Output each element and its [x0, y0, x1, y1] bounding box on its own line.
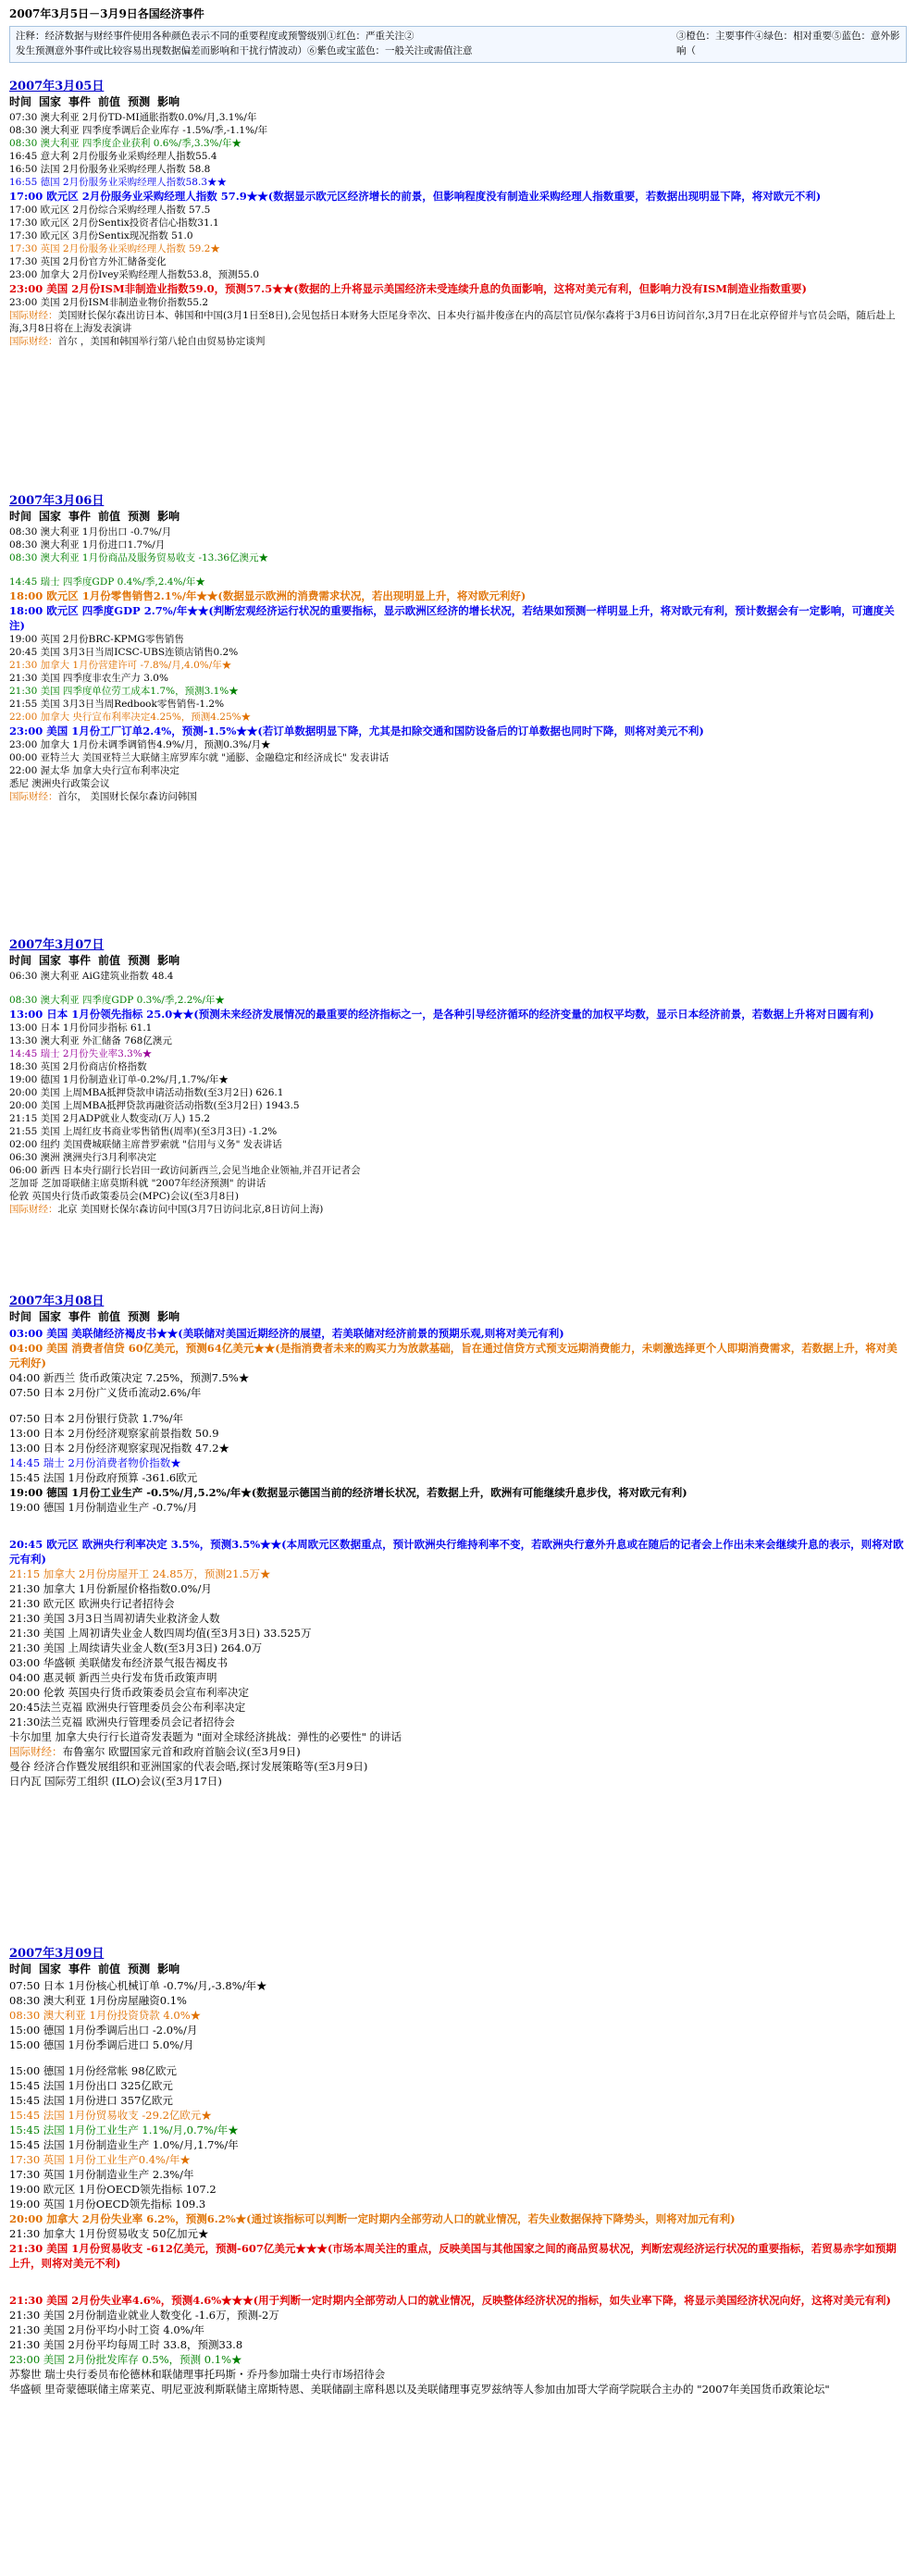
column-header-cell: 前值 — [98, 510, 121, 523]
event-row: 08:30 澳大利亚 1月份出口 -0.7%/月 — [9, 526, 172, 538]
event-row: 17:30 欧元区 2月份Sentix投资者信心指数31.1 — [9, 217, 219, 229]
column-header-cell: 前值 — [98, 1310, 121, 1323]
column-header-cell: 事件 — [68, 95, 92, 108]
section-date: 2007年3月09日 — [9, 1947, 105, 1961]
event-row: 15:00 德国 1月份季调后出口 -2.0%/月 — [9, 2024, 198, 2037]
event-row: 17:30 英国 2月份官方外汇储备变化 — [9, 256, 167, 267]
event-row: 07:50 日本 1月份核心机械订单 -0.7%/月,-3.8%/年★ — [9, 1979, 267, 1992]
event-row: 20:45 欧元区 欧洲央行利率决定 3.5%，预测3.5%★★(本周欧元区数据重点，预计欧洲央行维持利率不变，若欧洲央行意外升息或在随后的记者会上作出未来会继续升息的表示，则将对欧元有利) — [9, 1538, 904, 1566]
event-row: 13:00 日本 2月份经济观察家前景指数 50.9 — [9, 1427, 219, 1440]
event-row: 03:00 美国 美联储经济褐皮书★★(美联储对美国近期经济的展望，若美联储对经济前景的预期乐观,则将对美元有利) — [9, 1327, 564, 1340]
event-row: 23:00 加拿大 1月份未调季调销售4.9%/月，预测0.3%/月★ — [9, 739, 271, 750]
event-row: 17:00 欧元区 2月份服务业采购经理人指数 57.9★★(数据显示欧元区经济增长的前景，但影响程度没有制造业采购经理人指数重要，若数据出现明显下降，将对欧元不利) — [9, 190, 822, 203]
event-row: 19:00 德国 1月份制造业生产 -0.7%/月 — [9, 1501, 198, 1514]
event-row: 21:30 美国 2月份失业率4.6%，预测4.6%★★★(用于判断一定时期内全部劳动人口的就业情况，反映整体经济状况的指标，如失业率下降，将显示美国经济状况向好，这将对美元有利) — [9, 2294, 892, 2307]
event-row: 08:30 澳大利亚 四季度GDP 0.3%/季,2.2%/年★ — [9, 995, 225, 1006]
intl-finance-label: 国际财经： — [9, 1204, 58, 1215]
event-row: 19:00 德国 1月份制造业订单-0.2%/月,1.7%/年★ — [9, 1074, 229, 1085]
event-row — [9, 309, 907, 335]
event-row: 03:00 华盛顿 美联储发布经济景气报告褐皮书 — [9, 1656, 228, 1669]
event-row: 16:50 法国 2月份服务业采购经理人指数 58.8 — [9, 164, 211, 175]
event-row: 23:00 美国 2月份ISM非制造业指数59.0，预测57.5★★(数据的上升将显示美国经济未受连续升息的负面影响，这将对美元有利，但影响力没有ISM制造业指数重要) — [9, 282, 807, 295]
event-row: 00:00 亚特兰大 美国亚特兰大联储主席罗库尔就 "通膨、金融稳定和经济成长" 发表讲话 — [9, 752, 390, 763]
notes-line-1: 注释：经济数据与财经事件使用各种颜色表示不同的重要程度或预警级别①红色：严重关注② — [16, 31, 415, 42]
event-row: 19:00 英国 1月份OECD领先指标 109.3 — [9, 2198, 206, 2211]
column-header-cell: 国家 — [39, 1310, 62, 1323]
event-row: 14:45 瑞士 2月份消费者物价指数★ — [9, 1456, 181, 1469]
column-header-cell: 影响 — [157, 954, 180, 967]
event-row: 芝加哥 芝加哥联储主席莫斯科就 "2007年经济预测" 的讲话 — [9, 1178, 266, 1189]
column-header-cell: 时间 — [9, 954, 32, 967]
column-header-cell: 时间 — [9, 1310, 32, 1323]
event-row: 08:30 澳大利亚 1月份进口1.7%/月 — [9, 539, 166, 551]
event-row: 21:30 美国 1月份贸易收支 -612亿美元，预测-607亿美元★★★(市场本周关注的重点，反映美国与其他国家之间的商品贸易状况，判断宏观经济运行状况的重要指标，若贸易赤字如预期上升，则将对美元不利) — [9, 2242, 897, 2270]
event-row: 04:00 惠灵顿 新西兰央行发布货币政策声明 — [9, 1671, 217, 1684]
event-row: 14:45 瑞士 四季度GDP 0.4%/季,2.4%/年★ — [9, 576, 205, 588]
column-header-cell: 前值 — [98, 95, 121, 108]
day-section — [9, 490, 907, 803]
event-text: 北京 美国财长保尔森访问中国(3月7日访问北京,8日访问上海) — [57, 1204, 324, 1215]
column-header — [9, 93, 907, 109]
event-row: 悉尼 澳洲央行政策会议 — [9, 778, 110, 789]
column-header-cell: 事件 — [68, 1310, 92, 1323]
row-gap — [9, 1515, 907, 1526]
event-row: 13:00 日本 1月份同步指标 61.1 — [9, 1022, 153, 1034]
row-gap — [9, 2282, 907, 2293]
column-header-cell: 预测 — [128, 954, 151, 967]
event-row: 13:00 日本 1月份领先指标 25.0★★(预测未来经济发展情况的最重要的经济指标之一，是各种引导经济循环的经济变量的加权平均数，显示日本经济前景，若数据上升将对日圆有利) — [9, 1008, 874, 1021]
event-row: 伦敦 英国央行货币政策委员会(MPC)会议(至3月8日) — [9, 1191, 239, 1202]
column-header — [9, 1961, 907, 1976]
event-row: 15:45 法国 1月份进口 357亿欧元 — [9, 2094, 173, 2107]
column-header-cell: 事件 — [68, 1963, 92, 1975]
event-row: 21:30 加拿大 1月份新屋价格指数0.0%/月 — [9, 1582, 212, 1595]
event-row: 04:00 美国 消费者信贷 60亿美元，预测64亿美元★★(是指消费者未来的购买力为放款基础，旨在通过信贷方式预支远期消费能力，未刺激选择更个人即期消费需求，若数据上升，将对美元利好) — [9, 1342, 897, 1369]
day-section — [9, 1291, 907, 1789]
notes-line-2: 发生预测意外事件或比较容易出现数据偏差而影响和干扰行情波动）⑥紫色或宝蓝色：一般关注或需值注意 — [16, 45, 473, 56]
event-row: 14:45 瑞士 2月份失业率3.3%★ — [9, 1048, 153, 1059]
column-header-cell: 影响 — [157, 510, 180, 523]
event-row: 17:30 欧元区 3月份Sentix现况指数 51.0 — [9, 230, 193, 242]
event-row: 苏黎世 瑞士央行委员布伦德林和联储理事托玛斯・乔丹参加瑞士央行市场招待会 — [9, 2368, 386, 2381]
event-row: 07:50 日本 2月份广义货币流动2.6%/年 — [9, 1386, 202, 1399]
legend-notes — [9, 26, 907, 63]
event-row — [9, 1203, 907, 1216]
event-row: 15:45 法国 1月份制造业生产 1.0%/月,1.7%/年 — [9, 2138, 239, 2151]
event-row: 06:30 澳大利亚 AiG建筑业指数 48.4 — [9, 971, 174, 982]
column-header-cell: 前值 — [98, 954, 121, 967]
event-text: 布鲁塞尔 欧盟国家元首和政府首脑会议(至3月9日) — [62, 1745, 301, 1758]
column-header-cell: 时间 — [9, 510, 32, 523]
event-row: 21:30 欧元区 欧洲央行记者招待会 — [9, 1597, 175, 1610]
event-row: 18:00 欧元区 四季度GDP 2.7%/年★★(判断宏观经济运行状况的重要指标，显示欧洲区经济的增长状况，若结果如预测一样明显上升，将对欧元有利，预计数据会有一定影响，可適度关注) — [9, 604, 895, 632]
event-row: 17:30 英国 1月份工业生产0.4%/年★ — [9, 2153, 191, 2166]
event-row: 13:00 日本 2月份经济观察家现况指数 47.2★ — [9, 1442, 230, 1455]
event-row: 15:45 法国 1月份出口 325亿欧元 — [9, 2079, 173, 2092]
event-row: 曼谷 经济合作暨发展组织和亚洲国家的代表会晤,探讨发展策略等(至3月9日) — [9, 1760, 368, 1773]
event-row: 21:30 美国 上周初请失业金人数四周均值(至3月3日) 33.525万 — [9, 1627, 312, 1640]
intl-finance-label: 国际财经： — [9, 791, 58, 802]
event-row: 08:30 澳大利亚 1月份商品及服务贸易收支 -13.36亿澳元★ — [9, 552, 269, 564]
event-row: 06:30 澳洲 澳洲央行3月利率决定 — [9, 1152, 157, 1163]
page-title: 2007年3月5日－3月9日各国经济事件 — [9, 7, 204, 20]
event-row: 19:00 欧元区 1月份OECD领先指标 107.2 — [9, 2183, 217, 2196]
column-header-cell: 国家 — [39, 954, 62, 967]
event-row: 17:30 英国 1月份制造业生产 2.3%/年 — [9, 2168, 194, 2181]
column-header-cell: 影响 — [157, 1310, 180, 1323]
event-row: 21:30 美国 上周续请失业金人数(至3月3日) 264.0万 — [9, 1641, 263, 1654]
intl-finance-label: 国际财经： — [9, 336, 58, 347]
event-text: 首尔 ，美国和韩国举行第八轮自由贸易协定谈判 — [57, 336, 266, 347]
event-row: 日内瓦 国际劳工组织 (ILO)会议(至3月17日) — [9, 1775, 222, 1788]
section-date: 2007年3月05日 — [9, 80, 105, 93]
event-row: 04:00 新西兰 货币政策决定 7.25%，预测7.5%★ — [9, 1371, 250, 1384]
event-row: 20:00 伦敦 英国央行货币政策委员会宣布利率决定 — [9, 1686, 249, 1699]
event-row: 21:30 美国 3月3日当周初请失业救济金人数 — [9, 1612, 220, 1625]
event-row: 21:30 美国 2月份制造业就业人数变化 -1.6万，预测-2万 — [9, 2309, 279, 2322]
section-date: 2007年3月08日 — [9, 1294, 105, 1308]
event-row — [9, 790, 907, 803]
event-row: 15:00 德国 1月份经常帐 98亿欧元 — [9, 2064, 178, 2077]
notes-right: ③橙色：主要事件④绿色：相对重要⑤蓝色：意外影响（ — [676, 31, 900, 56]
event-row: 23:00 美国 2月份批发库存 0.5%，预测 0.1%★ — [9, 2353, 242, 2366]
column-header-cell: 预测 — [128, 1310, 151, 1323]
event-row: 19:00 德国 1月份工业生产 -0.5%/月,5.2%/年★(数据显示德国当前的经济增长状况，若数据上升，欧洲有可能继续升息步伐，将对欧元有利) — [9, 1486, 687, 1499]
event-row: 20:45 美国 3月3日当周ICSC-UBS连锁店销售0.2% — [9, 647, 239, 658]
event-row: 19:00 英国 2月份BRC-KPMG零售销售 — [9, 634, 184, 645]
event-row — [9, 1744, 907, 1759]
event-row: 20:00 美国 上周MBA抵押贷款再融资活动指数(至3月2日) 1943.5 — [9, 1100, 300, 1111]
column-header-cell: 影响 — [157, 1963, 180, 1975]
column-header-cell: 前值 — [98, 1963, 121, 1975]
event-row: 15:45 法国 1月份贸易收支 -29.2亿欧元★ — [9, 2109, 212, 2122]
event-row: 15:00 德国 1月份季调后进口 5.0%/月 — [9, 2038, 194, 2051]
event-row: 华盛顿 里奇蒙德联储主席莱克、明尼亚波利斯联储主席斯特恩、美联储副主席科恩以及美联储理事克罗兹纳等人参加由加哥大学商学院联合主办的 "2007年美国货币政策论坛" — [9, 2383, 830, 2396]
event-row: 17:00 欧元区 2月份综合采购经理人指数 57.5 — [9, 204, 211, 216]
column-header-cell: 事件 — [68, 510, 92, 523]
event-row: 18:30 英国 2月份商店价格指数 — [9, 1061, 147, 1072]
column-header-cell: 时间 — [9, 95, 32, 108]
column-header-cell: 时间 — [9, 1963, 32, 1975]
event-row: 07:50 日本 2月份银行贷款 1.7%/年 — [9, 1412, 184, 1425]
event-row: 08:30 澳大利亚 1月份房屋融资0.1% — [9, 1994, 187, 2007]
event-row: 15:45 法国 1月份政府预算 -361.6欧元 — [9, 1471, 198, 1484]
day-section — [9, 76, 907, 348]
row-gap — [9, 1400, 907, 1411]
event-row: 21:30 美国 2月份平均小时工资 4.0%/年 — [9, 2323, 205, 2336]
event-row: 02:00 纽约 美国费城联储主席普罗索就 "信用与义务" 发表讲话 — [9, 1139, 282, 1150]
event-row: 07:30 澳大利亚 2月份TD-MI通胀指数0.0%/月,3.1%/年 — [9, 112, 257, 123]
event-row: 08:30 澳大利亚 四季度季调后企业库存 -1.5%/季,-1.1%/年 — [9, 125, 268, 136]
event-row: 23:00 加拿大 2月份Ivey采购经理人指数53.8，预测55.0 — [9, 269, 260, 280]
event-row: 17:30 英国 2月份服务业采购经理人指数 59.2★ — [9, 243, 220, 254]
event-text: 美国财长保尔森出访日本、韩国和中国(3月1日至8日),会见包括日本财务大臣尾身幸次、日本央行福井俊彦在内的高层官员/保尔森将于3月6日访问首尔,3月7日在北京停留并与官员会晤，随后赴上海,3月8日将在上海发表演讲 — [9, 310, 896, 334]
event-row: 23:00 美国 1月份工厂订单2.4%，预测-1.5%★★(若订单数据明显下降，尤其是扣除交通和国防设备后的订单数据也同时下降，则将对美元不利) — [9, 724, 704, 737]
event-row: 22:00 加拿大 央行宣布利率决定4.25%，预测4.25%★ — [9, 712, 252, 723]
day-section — [9, 1943, 907, 2396]
row-gap — [9, 2271, 907, 2282]
section-date: 2007年3月07日 — [9, 938, 105, 952]
intl-finance-label: 国际财经： — [9, 310, 58, 321]
column-header — [9, 508, 907, 524]
event-row: 21:30 美国 2月份平均每周工时 33.8，预测33.8 — [9, 2338, 243, 2351]
column-header-cell: 预测 — [128, 510, 151, 523]
column-header-cell: 预测 — [128, 95, 151, 108]
event-row: 21:15 加拿大 2月份房屋开工 24.85万，预测21.5万★ — [9, 1567, 271, 1580]
row-gap — [9, 983, 907, 994]
column-header-cell: 预测 — [128, 1963, 151, 1975]
column-header — [9, 1308, 907, 1324]
row-gap — [9, 1526, 907, 1537]
section-date: 2007年3月06日 — [9, 494, 105, 508]
event-row: 13:30 澳大利亚 外汇储备 768亿澳元 — [9, 1035, 172, 1046]
event-row: 21:30 加拿大 1月份贸易收支 50亿加元★ — [9, 2227, 209, 2240]
event-row: 20:45法兰克福 欧洲央行管理委员会公布利率决定 — [9, 1701, 246, 1714]
event-row: 16:55 德国 2月份服务业采购经理人指数58.3★★ — [9, 177, 227, 188]
event-row: 21:15 美国 2月ADP就业人数变动(万人) 15.2 — [9, 1113, 211, 1124]
event-row: 21:30 美国 四季度非农生产力 3.0% — [9, 673, 168, 684]
event-row: 20:00 加拿大 2月份失业率 6.2%，预测6.2%★(通过该指标可以判断一定时期内全部劳动人口的就业情况，若失业数据保持下降势头，则将对加元有利) — [9, 2212, 736, 2225]
row-gap — [9, 564, 907, 576]
event-row: 卡尔加里 加拿大央行行长道奇发表题为 "面对全球经济挑战：弹性的必要性" 的讲话 — [9, 1730, 402, 1743]
event-row: 21:30 加拿大 1月份营建许可 -7.8%/月,4.0%/年★ — [9, 660, 232, 671]
event-row: 21:55 美国 3月3日当周Redbook零售销售-1.2% — [9, 699, 225, 710]
event-row: 16:45 意大利 2月份服务业采购经理人指数55.4 — [9, 151, 217, 162]
intl-finance-label: 国际财经： — [9, 1745, 63, 1758]
column-header — [9, 952, 907, 968]
event-row: 23:00 美国 2月份ISM非制造业物价指数55.2 — [9, 297, 209, 308]
column-header-cell: 国家 — [39, 95, 62, 108]
column-header-cell: 事件 — [68, 954, 92, 967]
event-row: 06:00 新西 日本央行副行长岩田一政访问新西兰,会见当地企业领袖,并召开记者会 — [9, 1165, 361, 1176]
event-row: 21:30 美国 四季度单位劳工成本1.7%，预测3.1%★ — [9, 686, 239, 697]
event-row: 15:45 法国 1月份工业生产 1.1%/月,0.7%/年★ — [9, 2124, 239, 2136]
column-header-cell: 国家 — [39, 1963, 62, 1975]
event-row: 22:00 渥太华 加拿大央行宣布利率决定 — [9, 765, 179, 776]
event-text: 首尔， 美国财长保尔森访问韩国 — [57, 791, 197, 802]
event-row: 08:30 澳大利亚 1月份投资贷款 4.0%★ — [9, 2009, 202, 2022]
column-header-cell: 影响 — [157, 95, 180, 108]
event-row: 20:00 美国 上周MBA抵押贷款申请活动指数(至3月2日) 626.1 — [9, 1087, 284, 1098]
event-row: 18:00 欧元区 1月份零售销售2.1%/年★★(数据显示欧洲的消费需求状况，若出现明显上升，将对欧元利好) — [9, 589, 526, 602]
event-row: 21:55 美国 上周红皮书商业零售销售(周率)(至3月3日) -1.2% — [9, 1126, 278, 1137]
column-header-cell: 国家 — [39, 510, 62, 523]
event-row — [9, 335, 907, 348]
day-section — [9, 935, 907, 1216]
event-row: 08:30 澳大利亚 四季度企业获利 0.6%/季,3.3%/年★ — [9, 138, 242, 149]
event-row: 21:30法兰克福 欧洲央行管理委员会记者招待会 — [9, 1715, 235, 1728]
row-gap — [9, 2052, 907, 2063]
